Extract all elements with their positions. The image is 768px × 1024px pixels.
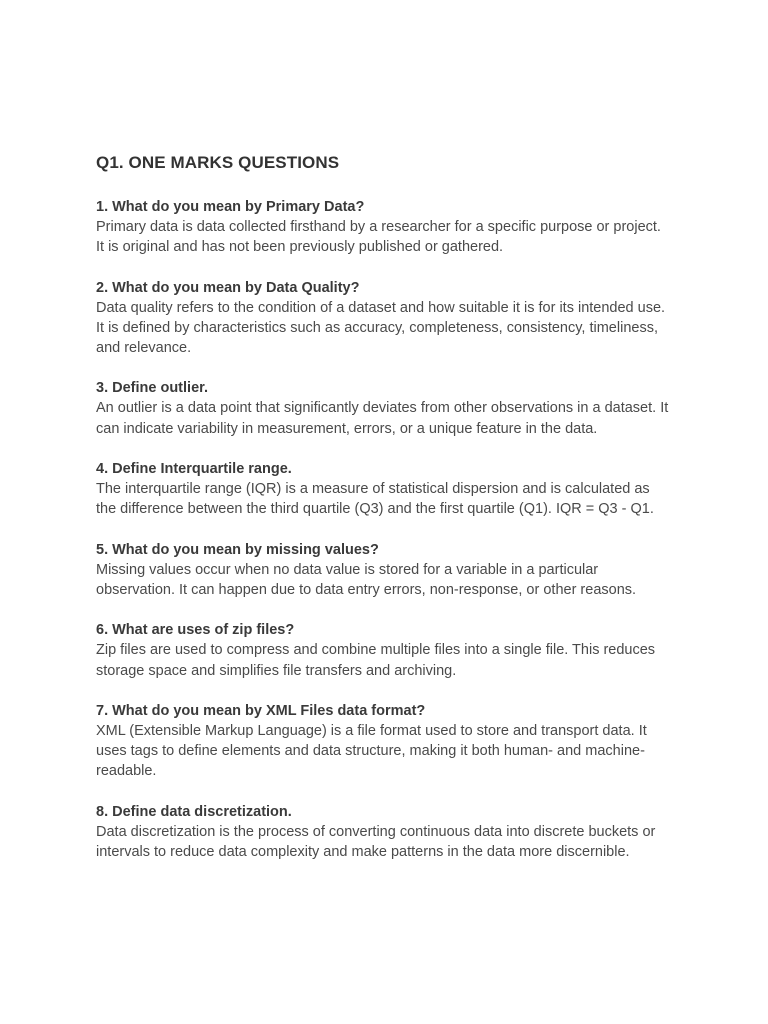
question-1: 1. What do you mean by Primary Data? <box>96 199 365 215</box>
question-4: 4. Define Interquartile range. <box>96 461 292 478</box>
answer-3: An outlier is a data point that significantly deviates from other observations in a dataset. It can indicate variability in measurement, errors, or a unique feature in the data. <box>96 400 669 437</box>
question-2: 2. What do you mean by Data Quality? <box>96 279 360 296</box>
answer-6: Zip files are used to compress and combine multiple files into a single file. This reduces storage space and simplifies file transfers and archiving. <box>96 642 656 679</box>
qa-item-6 <box>96 620 672 681</box>
question-6: 6. What are uses of zip files? <box>96 622 295 639</box>
answer-4: The interquartile range (IQR) is a measure of statistical dispersion and is calculated as the difference between the third quartile (Q3) and the first quartile (Q1). IQR = Q3 - Q1. <box>96 481 654 518</box>
qa-item-8 <box>96 802 672 863</box>
answer-1: Primary data is data collected firsthand by a researcher for a specific purpose or project. It is original and has not been previously published or gathered. <box>96 219 661 256</box>
answer-8: Data discretization is the process of converting continuous data into discrete buckets or intervals to reduce data complexity and make patterns in the data more discernible. <box>96 823 656 861</box>
qa-item-1 <box>96 197 672 258</box>
question-7: 7. What do you mean by XML Files data format? <box>96 702 426 719</box>
answer-7: XML (Extensible Markup Language) is a file format used to store and transport data. It uses tags to define elements and data structure, making it both human- and machine-readable. <box>96 722 647 780</box>
question-8: 8. Define data discretization. <box>96 803 292 820</box>
qa-item-4 <box>96 459 672 520</box>
qa-item-5 <box>96 540 672 601</box>
qa-item-7 <box>96 701 672 782</box>
question-3: 3. Define outlier. <box>96 380 208 397</box>
question-5: 5. What do you mean by missing values? <box>96 541 379 558</box>
document-title: Q1. ONE MARKS QUESTIONS <box>96 153 340 172</box>
qa-item-2 <box>96 278 672 359</box>
qa-item-3 <box>96 378 672 439</box>
answer-5: Missing values occur when no data value is stored for a variable in a particular observation. It can happen due to data entry errors, non-response, or other reasons. <box>96 561 637 598</box>
answer-2: Data quality refers to the condition of a dataset and how suitable it is for its intended use. It is defined by characteristics such as accuracy, completeness, consistency, timeliness, and relevance. <box>96 299 666 357</box>
